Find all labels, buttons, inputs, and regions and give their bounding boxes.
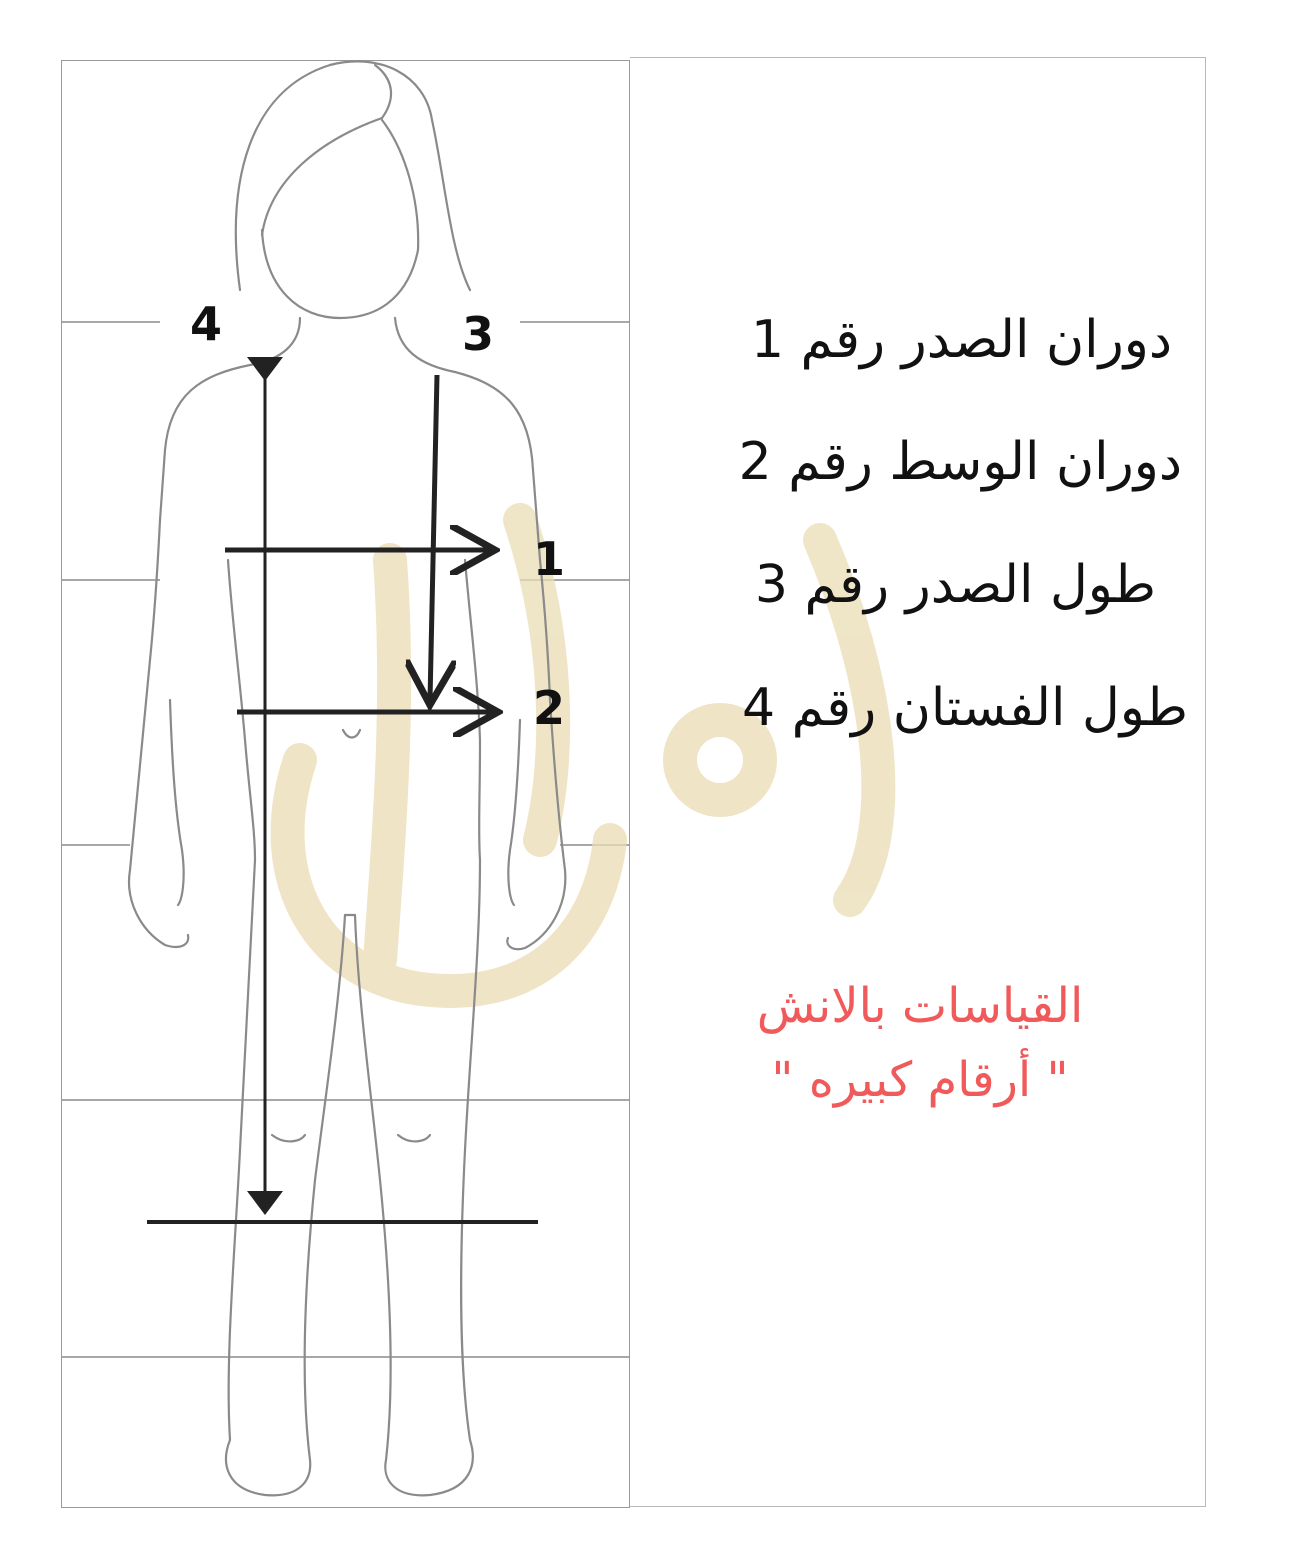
legend-waist-circumference: دوران الوسط رقم 2 (738, 432, 1182, 492)
marker-3: 3 (462, 307, 495, 361)
marker-4: 4 (190, 297, 223, 351)
legend-chest-length: طول الصدر رقم 3 (754, 555, 1156, 615)
child-figure (129, 61, 565, 1495)
units-note: القياسات بالانش (756, 978, 1084, 1034)
legend-chest-circumference: دوران الصدر رقم 1 (750, 310, 1172, 370)
legend-dress-length: طول الفستان رقم 4 (742, 678, 1188, 738)
marker-2: 2 (533, 681, 566, 735)
marker-1: 1 (533, 532, 566, 586)
chest-length-line (430, 375, 437, 700)
size-note: " أرقام كبيره " (771, 1052, 1069, 1108)
